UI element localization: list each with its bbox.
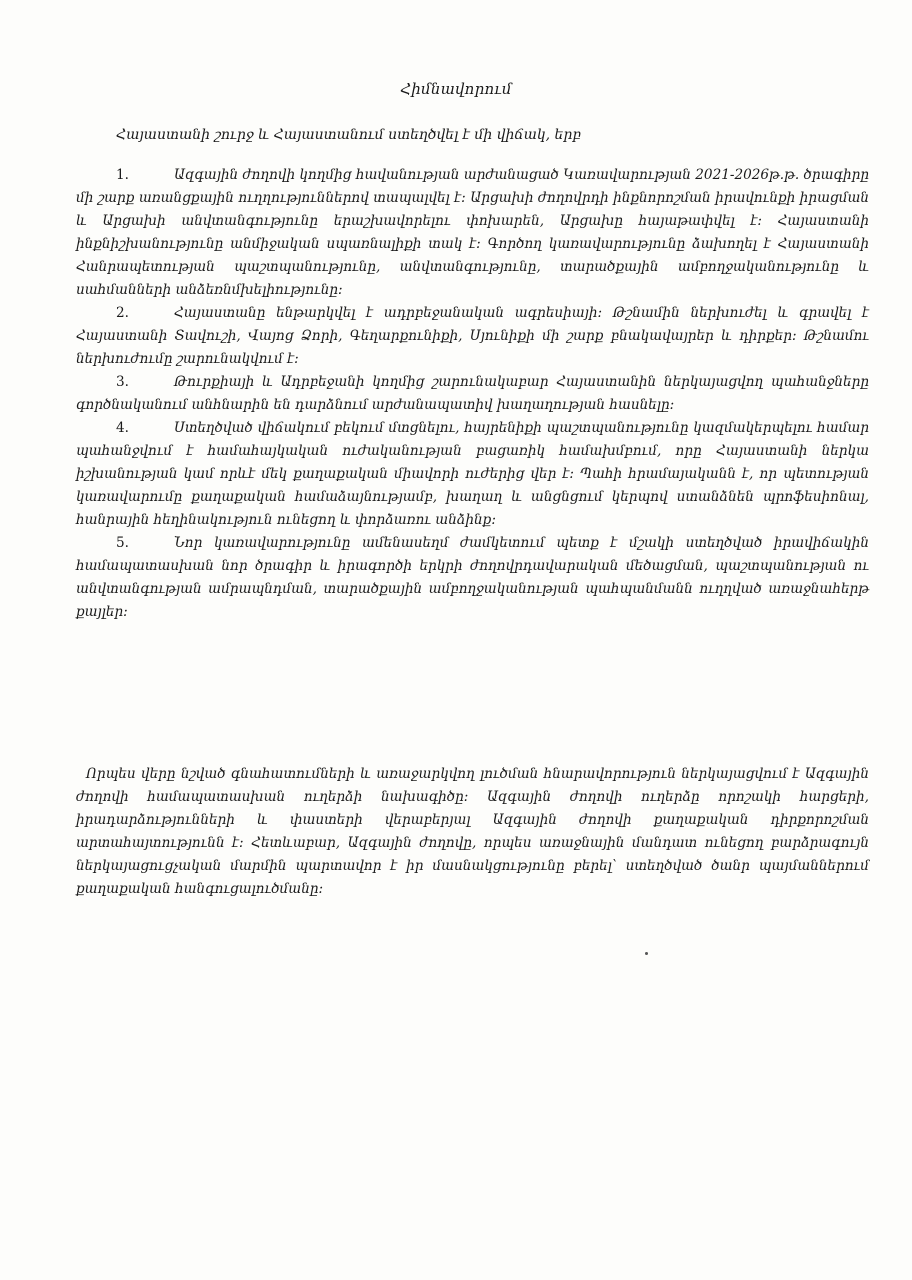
item-text: Հայաստանը ենթարկվել է ադրբեջանական ագրեսիայի: Թշնամին ներխուժել և գրավել է Հայաստանի Տավուշի, Վայոց Ձորի, Գեղարքունիքի, Սյունիքի մի շարք բնակավայրեր և դիրքեր: Թշնամու ներխուժումը շարունակվում է: (76, 305, 869, 367)
document-title: Հիմնավորում (400, 80, 512, 98)
item-text: Թուրքիայի և Ադրբեջանի կողմից շարունակաբար Հայաստանին ներկայացվող պահանջները գործնականում անհնարին են դարձնում արժանապատիվ խաղաղության հասնելը: (76, 374, 869, 413)
item-text: Նոր կառավարությունը ամենասեղմ ժամկետում պետք է մշակի ստեղծված իրավիճակին համապատասխան նոր ծրագիր և իրագործի երկրի ժողովրդավարական մեծացման, պաշտպանության ու անվտանգության ամրապնդման, տարածքային ամբողջականության պահպանմանն ուղղված առաջնահերթ քայլեր: (76, 535, 869, 620)
list-item (76, 371, 869, 417)
item-number: 5. (116, 535, 129, 551)
item-number: 4. (116, 420, 129, 436)
list-item (76, 164, 869, 302)
scan-speck (645, 952, 648, 955)
item-number: 2. (116, 305, 129, 321)
list-item (76, 532, 869, 624)
list-item (76, 302, 869, 371)
item-text: Ստեղծված վիճակում բեկում մտցնելու, հայրենիքի պաշտպանությունը կազմակերպելու համար պահանջվում է համահայկական ուժականության բացառիկ համախմբում, որը Հայաստանի ներկա իշխանության կամ որևէ մեկ քաղաքական միավորի ուժերից վեր է: Պահի հրամայականն է, որ պետության կառավարումը քաղաքական համաձայնությամբ, խաղաղ և անցնցում կերպով ստանձնեն պրոֆեսիոնալ, հանրային հեղինակություն ունեցող և փորձառու անձինք: (76, 420, 869, 528)
item-number: 3. (116, 374, 129, 390)
conclusion-paragraph: Որպես վերը նշված գնահատումների և առաջարկվող լուծման հնարավորություն ներկայացվում է Ազգային ժողովի համապատասխան ուղերձի նախագիծը: Ազգային ժողովի ուղերձը որոշակի հարցերի, իրադարձությունների և փաստերի վերաբերյալ Ազգային ժողովի քաղաքական դիրքորոշման արտահայտությունն է: Հետևաբար, Ազգային ժողովը, որպես առաջնային մանդատ ունեցող բարձրագույն ներկայացուցչական մարմին պարտավոր է իր մասնակցությունը բերել՝ ստեղծված ծանր պայմաններում քաղաքական հանգուցալուծմանը: (76, 766, 869, 897)
list-item (76, 417, 869, 532)
item-number: 1. (116, 167, 129, 183)
numbered-list (76, 164, 869, 624)
document-subtitle: Հայաստանի շուրջ և Հայաստանում ստեղծվել է մի վիճակ, երբ (116, 127, 582, 143)
item-text: Ազգային ժողովի կողմից հավանության արժանացած Կառավարության 2021-2026թ.թ. ծրագիրը մի շարք առանցքային ուղղություններով տապալվել է: Արցախի ժողովրդի ինքնորոշման իրավունքի իրացման և Արցախի անվտանգությունը երաշխավորելու փոխարեն, Արցախը հայաթափվել է: Հայաստանի ինքնիշխանությունը անմիջական սպառնալիքի տակ է: Գործող կառավարությունը ձախողել է Հայաստանի Հանրապետության պաշտպանությունը, անվտանգությունը, տարածքային ամբողջականությունը և սահմանների անձեռնմխելիությունը: (76, 167, 869, 298)
